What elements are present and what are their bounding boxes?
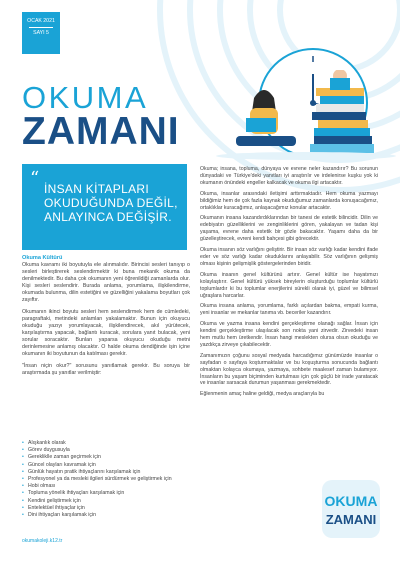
- brand-title-line1: OKUMA: [22, 80, 149, 115]
- list-item: • Dini ihtiyaçları karşılamak için: [22, 512, 190, 519]
- left-column-body: [22, 262, 190, 382]
- list-item: • Topluma yönelik ihtiyaçları karşılamak için: [22, 490, 190, 497]
- okuma-zamani-logo: [316, 478, 386, 540]
- issue-badge: [22, 12, 60, 54]
- pull-quote-box: [22, 164, 187, 250]
- right-paragraph: Okuma insanın söz varlığını geliştirir. Bir insan söz varlığı kadar kendini ifade eder ve söz varlığı kadar okuduklarını anlayabilir. Söz varlığının gelişmiş olması kişinin gelişmişlik göstergelerinden biridir.: [200, 247, 378, 267]
- children-reading-illustration: [206, 70, 396, 162]
- section-title: Okuma Kültürü: [22, 255, 63, 261]
- right-paragraph: Okuma; insana, topluma, dünyaya ve evrene neler kazandırır? Bu sorunun dünyadaki ve Türkiye'deki yanıtları iyi araştırılır ve irdelenirse kuşku yok ki okumanın önündeki engeller kalkacak ve okuma ilgi artacaktır.: [200, 166, 378, 186]
- list-item: • Profesyonel ya da mesleki ilgileri sürdürmek ve geliştirmek için: [22, 476, 190, 483]
- left-paragraph: Okuma kavramı iki boyutuyla ele alınmalıdır. Birincisi sesleri tanıyıp o sesleri birleştirerek seslendirmektir ki buna mekanik okuma da denilmektedir. Bu daha çok okumanın yeni öğrenildiği zamanlarda olur. Kişi sesleri seslendirir. Burada anlama, yorumlama, ilişkilendirme, okumada bulunma, dilin estetiğini ve güzelliğini yakalama boyutları çok zayıftır.: [22, 262, 190, 303]
- reasons-list: [22, 440, 190, 519]
- brand-title-line2: ZAMANI: [22, 110, 180, 153]
- list-item: • Günlük hayatın pratik ihtiyaçlarını karşılamak için: [22, 469, 190, 476]
- right-paragraph: Zamanımızın çoğunu sosyal medyada harcadığımız günümüzde insanlar o sayfadan o sayfaya koşturmaktalar ve bu koşuşturma sonucunda bağlantı olmaktan kolayca okumaya, yazmaya, sohbete maalesef zaman bulamıyor. İnsanların bu yaşam biçiminden kurtulması için çok güçlü bir irade yaratacak ve insanlar sarsacak durumun yaşanması gerekmektedir.: [200, 352, 378, 387]
- issue-number: SAYI 5: [33, 29, 49, 36]
- list-item: • Entelektüel ihtiyaçlar için: [22, 505, 190, 512]
- pull-quote-text: İNSAN KİTAPLARI OKUDUĞUNDA DEĞİL, ANLAYINCA DEĞİŞİR.: [44, 182, 178, 224]
- right-paragraph: Okuma insana anlama, yorumlama, farklı açılardan bakma, empati kurma, yeni insanlar ve mekanlar tanıma vb. beceriler kazandırır.: [200, 303, 378, 317]
- issue-separator: [29, 27, 53, 28]
- girl-reading-icon: [236, 90, 296, 146]
- list-item: • Kendini geliştirmek için: [22, 498, 190, 505]
- left-paragraph: Okumanın ikinci boyutu sesleri hem seslendirmek hem de cümledeki, paragraftaki, metindeki anlamları yakalamaktır. Bunun için okuyucu okuduğu yazıyı yorumlayacak, ilişkilendirecek, akıl yürütecek, karşılaştırma yapacak, bağlantı kuracak, sorulara yanıt bulacak, yeni sorular soracaktır. Bunları yaparsa okuyucu okuduğu metni derinlemesine anlamış olacaktır. O halde okuma dendiğinde işin içine okumanın iki boyutunun da katılması gerekir.: [22, 309, 190, 357]
- right-paragraph: Eğlenmenin amaç haline geldiği, medya araçlarıyla bu: [200, 391, 325, 398]
- left-paragraph: "İnsan niçin okur?" sorusunu yanıtlamak gerekir. Bu soruya bir araştırmada şu yanıtlar verilmiştir:: [22, 363, 190, 376]
- logo-line1: OKUMA: [324, 493, 378, 509]
- book-stack-icon: [310, 88, 374, 153]
- list-item: • Alışkanlık olarak: [22, 440, 190, 447]
- list-item: • Hobi olması: [22, 483, 190, 490]
- right-paragraph: Okuma ve yazma insana kendini gerçekleştirme olanağı sağlar. İnsan için kendini gerçekleştirme ulaşılacak son nokta yani zirvedir. Zirvedeki insan hem mutlu hem üretkendir. İnsan hangi meslekten olursa olsun okuduğu ve yazdıkça zirveye çıkabilecektir.: [200, 321, 378, 348]
- right-paragraph: Okuma, insanlar arasındaki iletişimi arttırmaktadır. Hem okuma yazmayı bildiğimiz hem de çok fazla kaynak okuduğumuz zamanlarda konuşacağımız, ortaklıklar kuracağımız, anlaşacağımız konular artacaktır.: [200, 190, 378, 211]
- list-item: • Güncel olayları kavramak için: [22, 462, 190, 469]
- list-item: • Görev duygusuyla: [22, 447, 190, 454]
- list-item: • Gerekliklle zaman geçirmek için: [22, 454, 190, 461]
- quote-mark-icon: “: [30, 168, 40, 189]
- footer-url[interactable]: okumakoleji.k12.tr: [22, 538, 63, 544]
- issue-month: OCAK 2021: [27, 18, 55, 24]
- right-paragraph: Okuma insanın genel kültürünü artırır. Genel kültür ise hayatımızı kolaylaştırır. Genel kültürü yüksek bireylerin oluşturduğu toplumlar kültürlü toplumlardır ki bu toplumlar enerjilerini sürekli olarak iyi, güzel ve bilimsel uğraşlara harcarlar.: [200, 271, 378, 299]
- right-paragraph: Okumanın insana kazandırdıklarından bir tanesi de estetik bilincidir. Dilin ve edebiyatın güzelliklerini ve zenginliklerini gören, yakalayan ve tadan kişi yaşama, evrene daha estetik bir gözle bakacaktır. Yaşamı daha da bir güzelleştirecek, evreni kendi bahçesi gibi görecektir.: [200, 215, 378, 243]
- logo-line2: ZAMANI: [325, 512, 377, 527]
- right-column-body: [200, 166, 378, 402]
- boy-reading-icon: [330, 70, 350, 90]
